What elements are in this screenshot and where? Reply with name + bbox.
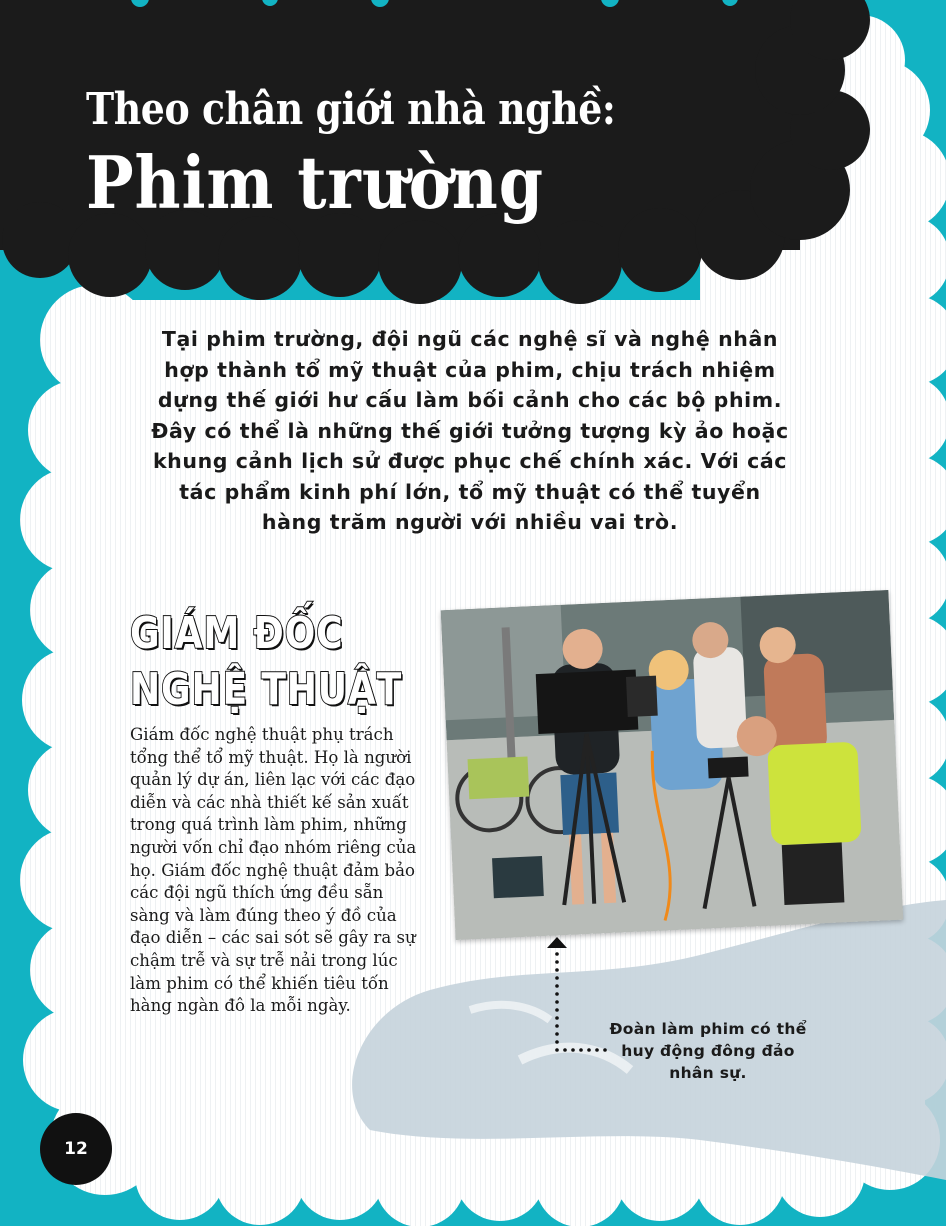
- section-body: Giám đốc nghệ thuật phụ trách tổng thể tổ mỹ thuật. Họ là người quản lý dự án, liên lạc với các đạo diễn và các nhà thiết kế sản xuất trong quá trình làm phim, những người vốn chỉ đạo nhóm riêng của họ. Giám đốc nghệ thuật đảm bảo các đội ngũ thích ứng đều sẵn sàng và làm đúng theo ý đồ của đạo diễn – các sai sót sẽ gây ra sự chậm trễ và sự trễ nải trong lúc làm phim có thể khiến tiêu tốn hàng ngàn đô la mỗi ngày.: [130, 725, 417, 1016]
- film-crew-photo: [441, 590, 904, 940]
- photo-caption: Đoàn làm phim có thể huy động đông đảo nhân sự.: [609, 1020, 807, 1082]
- intro-paragraph: Tại phim trường, đội ngũ các nghệ sĩ và nghệ nhân hợp thành tổ mỹ thuật của phim, chịu trách nhiệm dựng thế giới hư cấu làm bối cảnh cho các bộ phim. Đây có thể là những thế giới tưởng tượng kỳ ảo hoặc khung cảnh lịch sử được phục chế chính xác. Với các tác phẩm kinh phí lớn, tổ mỹ thuật có thể tuyển hàng trăm người với nhiều vai trò.: [151, 327, 789, 534]
- page-title-line2: Phim trường: [86, 140, 544, 225]
- page-title-line1: Theo chân giới nhà nghề:: [86, 84, 616, 135]
- section-heading-line2: NGHỆ THUẬT: [130, 664, 403, 715]
- page-number: 12: [40, 1113, 112, 1185]
- section-heading-line1: GIÁM ĐỐC: [130, 608, 344, 659]
- section-heading: [130, 606, 430, 718]
